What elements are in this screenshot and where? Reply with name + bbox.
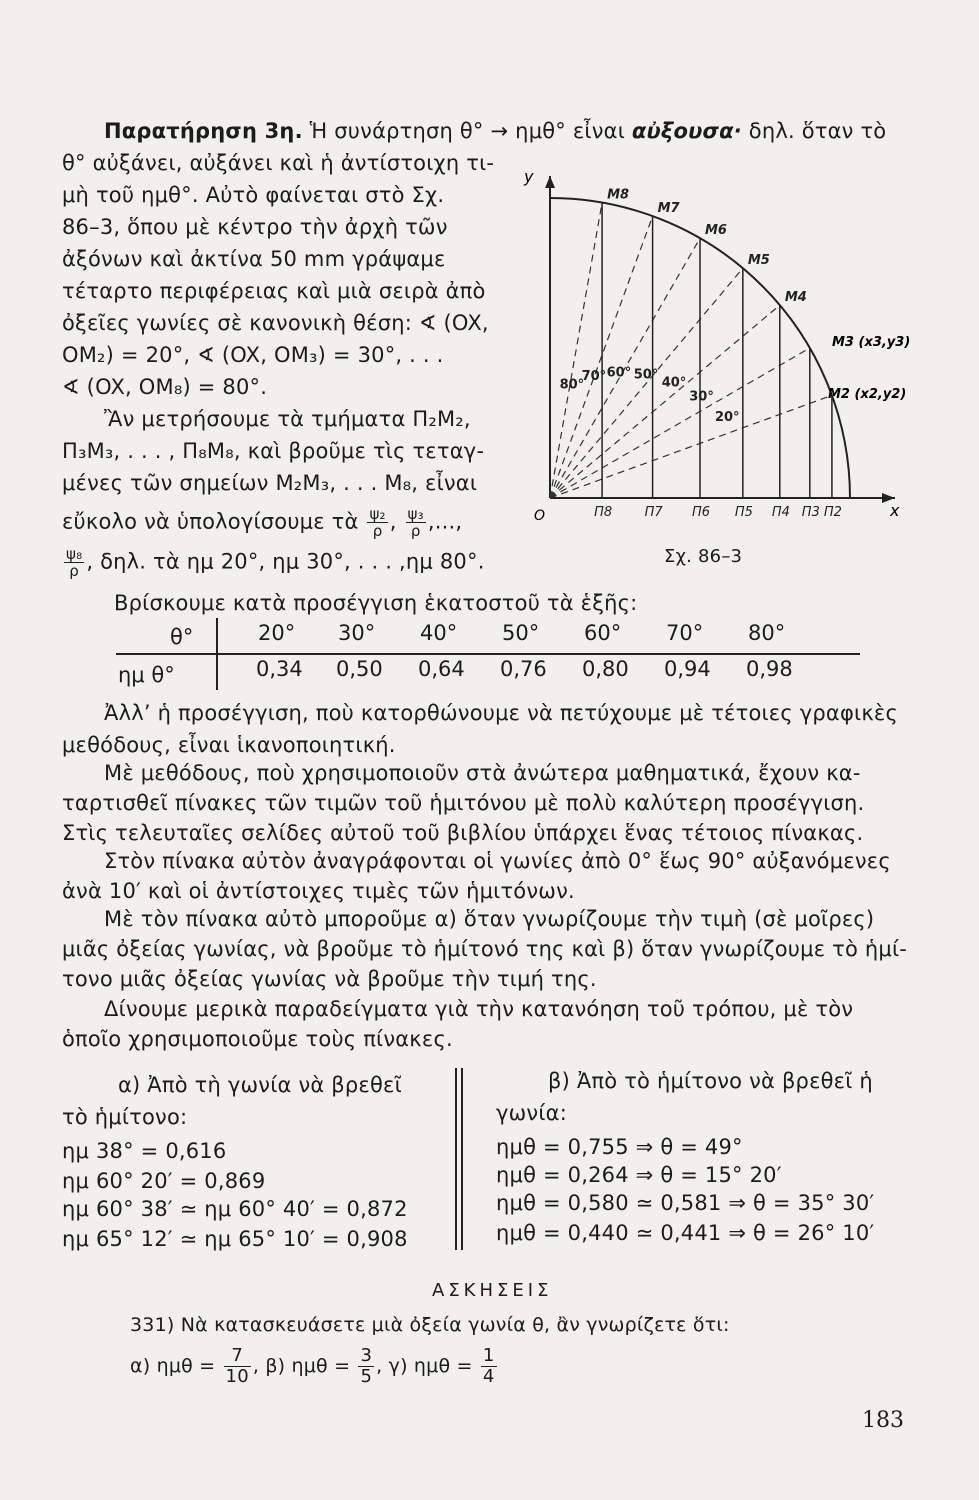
table-value-cell: 0,98 bbox=[746, 657, 793, 681]
table-value-cell: 0,34 bbox=[256, 657, 303, 681]
examples-left-title: α) Ἀπὸ τὴ γωνία νὰ βρεθεῖ bbox=[118, 1073, 402, 1097]
text: εὔκολο νὰ ὑπολογίσουμε τὰ bbox=[62, 509, 359, 534]
paragraph-line: Στὸν πίνακα αὐτὸν ἀναγράφονται οἱ γωνίες ἀπὸ 0° ἕως 90° αὐξανόμενες bbox=[104, 849, 891, 873]
column-divider bbox=[455, 1068, 457, 1250]
angle-label: 70° bbox=[581, 369, 607, 385]
foot-label: Π4 bbox=[771, 505, 790, 520]
point-label: M5 bbox=[747, 253, 770, 269]
example-right: ημθ = 0,440 ≃ 0,441 ⇒ θ = 26° 10′ bbox=[496, 1221, 875, 1245]
exercises-heading: ΑΣΚΗΣΕΙΣ bbox=[432, 1280, 553, 1301]
paragraph-line: Μὲ τὸν πίνακα αὐτὸ μποροῦμε α) ὅταν γνωρίζουμε τὴν τιμὴ (σὲ μοῖρες) bbox=[104, 907, 875, 931]
example-right: ημθ = 0,580 ≃ 0,581 ⇒ θ = 35° 30′ bbox=[496, 1191, 875, 1215]
table-degree-cell: 60° bbox=[584, 621, 622, 645]
part-b-label: , β) ημθ = bbox=[252, 1355, 351, 1377]
paragraph-line: Στὶς τελευταῖες σελίδες αὐτοῦ τοῦ βιβλίου ὑπάρχει ἕνας τέτοιος πίνακας. bbox=[62, 821, 864, 845]
paragraph-line: τονο μιᾶς ὀξείας γωνίας νὰ βροῦμε τὴν τιμή της. bbox=[62, 967, 597, 991]
example-left: ημ 38° = 0,616 bbox=[62, 1139, 227, 1163]
paragraph-line: μεθόδους, εἶναι ἱκανοποιητική. bbox=[62, 733, 396, 757]
numerator: 3 bbox=[360, 1345, 373, 1366]
foot-label: Π6 bbox=[692, 505, 711, 520]
table-row1-label: θ° bbox=[170, 625, 194, 649]
example-right: ημθ = 0,264 ⇒ θ = 15° 20′ bbox=[496, 1163, 782, 1187]
fraction bbox=[367, 506, 387, 539]
observation-heading: Παρατήρηση 3η. bbox=[104, 119, 303, 143]
y-axis-arrow bbox=[545, 176, 555, 188]
example-right: ημθ = 0,755 ⇒ θ = 49° bbox=[496, 1135, 743, 1159]
examples-right-title: β) Ἀπὸ τὸ ἡμίτονο νὰ βρεθεῖ ἡ bbox=[548, 1069, 873, 1093]
table-degree-cell: 30° bbox=[338, 621, 376, 645]
intro-line: τέταρτο περιφέρειας καὶ μιὰ σειρὰ ἀπὸ bbox=[62, 279, 486, 303]
numerator: ψ₃ bbox=[407, 505, 424, 523]
x-axis-label: x bbox=[890, 501, 900, 520]
table-degree-cell: 70° bbox=[666, 621, 704, 645]
figure-caption: Σχ. 86–3 bbox=[664, 546, 743, 567]
table-value-cell: 0,64 bbox=[418, 657, 465, 681]
intro-line: μὴ τοῦ ημθ°. Αὐτὸ φαίνεται στὸ Σχ. bbox=[62, 183, 445, 207]
angle-label: 80° bbox=[559, 377, 585, 393]
y-axis-label: y bbox=[524, 168, 534, 186]
fraction-c bbox=[481, 1346, 497, 1387]
fraction-b bbox=[358, 1346, 374, 1387]
origin-label: O bbox=[534, 508, 546, 524]
table-value-cell: 0,94 bbox=[664, 657, 711, 681]
m3-coord-label: M3 (x3,y3) bbox=[832, 335, 910, 350]
paragraph-line: μιᾶς ὀξείας γωνίας, νὰ βροῦμε τὸ ἡμίτονό της καὶ β) ὅταν γνωρίζουμε τὸ ἡμί- bbox=[62, 937, 908, 961]
intro-line: 86–3, ὅπου μὲ κέντρο τὴν ἀρχὴ τῶν bbox=[62, 215, 448, 239]
foot-label: Π2 bbox=[823, 505, 842, 520]
text: δηλ. ὅταν τὸ bbox=[748, 119, 887, 143]
table-value-cell: 0,50 bbox=[336, 657, 383, 681]
foot-label: Π7 bbox=[644, 505, 663, 520]
foot-label: Π3 bbox=[801, 505, 820, 520]
table-horizontal-rule bbox=[116, 653, 860, 655]
point-label: M8 bbox=[607, 187, 630, 203]
table-degree-cell: 50° bbox=[502, 621, 540, 645]
intro-line: Π₃M₃, . . . , Π₈M₈, καὶ βροῦμε τὶς τεταγ- bbox=[62, 439, 485, 463]
intro-line-fractions bbox=[62, 546, 485, 579]
denominator: 4 bbox=[482, 1366, 495, 1387]
paragraph-line: Ἀλλ’ ἡ προσέγγιση, ποὺ κατορθώνουμε νὰ πετύχουμε μὲ τέτοιες γραφικὲς bbox=[104, 701, 898, 725]
approx-line: Βρίσκουμε κατὰ προσέγγιση ἑκατοστοῦ τὰ ἑξῆς: bbox=[114, 591, 638, 615]
denominator: ρ bbox=[372, 522, 383, 540]
intro-line: θ° αὐξάνει, αὐξάνει καὶ ἡ ἀντίστοιχη τι- bbox=[62, 151, 495, 175]
intro-line: ὀξεῖες γωνίες σὲ κανονικὴ θέση: ∢ (OX, bbox=[62, 311, 489, 335]
observation-line-1 bbox=[104, 118, 886, 144]
angle-label: 60° bbox=[606, 365, 632, 381]
foot-label: Π8 bbox=[594, 505, 613, 520]
text: Ἡ συνάρτηση θ° → ημθ° εἶναι bbox=[309, 119, 626, 143]
angle-label: 30° bbox=[689, 389, 714, 405]
part-c-label: , γ) ημθ = bbox=[376, 1355, 473, 1377]
foot-label: Π5 bbox=[734, 505, 753, 520]
denominator: ρ bbox=[410, 522, 421, 540]
text: ,..., bbox=[427, 509, 463, 534]
point-label: M4 bbox=[784, 290, 807, 306]
point-label: M6 bbox=[705, 223, 727, 239]
denominator: 10 bbox=[225, 1366, 249, 1387]
numerator: ψ₂ bbox=[369, 505, 386, 523]
figure-86-3 bbox=[520, 168, 910, 568]
table-degree-cell: 20° bbox=[258, 621, 296, 645]
numerator: ψ₈ bbox=[66, 545, 83, 563]
page-number: 183 bbox=[862, 1408, 904, 1433]
intro-line: ἀξόνων καὶ ἀκτίνα 50 mm γράψαμε bbox=[62, 247, 446, 271]
intro-line: OM₂) = 20°, ∢ (OX, OM₃) = 30°, . . . bbox=[62, 343, 444, 367]
exercise-331-parts bbox=[130, 1346, 499, 1387]
intro-line: Ἂν μετρήσουμε τὰ τμήματα Π₂M₂, bbox=[104, 407, 471, 431]
angle-label: 40° bbox=[661, 375, 687, 391]
table-vertical-rule bbox=[216, 618, 218, 690]
paragraph-line: Δίνουμε μερικὰ παραδείγματα γιὰ τὴν κατανόηση τοῦ τρόπου, μὲ τὸν bbox=[104, 997, 854, 1021]
exercise-331: 331) Νὰ κατασκευάσετε μιὰ ὀξεία γωνία θ, ἂν γνωρίζετε ὅτι: bbox=[130, 1314, 730, 1336]
numerator: 7 bbox=[224, 1346, 251, 1367]
column-divider bbox=[461, 1068, 463, 1250]
point-label: M7 bbox=[657, 201, 680, 217]
denominator: ρ bbox=[69, 562, 80, 580]
table-degree-cell: 40° bbox=[420, 621, 458, 645]
fraction bbox=[406, 506, 426, 539]
m2-coord-label: M2 (x2,y2) bbox=[828, 387, 907, 402]
example-left: ημ 60° 20′ = 0,869 bbox=[62, 1169, 266, 1193]
example-left: ημ 60° 38′ ≃ ημ 60° 40′ = 0,872 bbox=[62, 1197, 408, 1221]
emphasis: αὐξουσα· bbox=[631, 119, 742, 143]
paragraph-line: ἀνὰ 10′ καὶ οἱ ἀντίστοιχες τιμὲς τῶν ἡμιτόνων. bbox=[62, 879, 575, 903]
numerator: 1 bbox=[482, 1345, 495, 1366]
examples-right-title: γωνία: bbox=[496, 1101, 567, 1125]
part-a-label: α) ημθ = bbox=[130, 1355, 216, 1377]
fraction-a bbox=[224, 1346, 251, 1387]
examples-left-title: τὸ ἡμίτονο: bbox=[62, 1105, 188, 1129]
intro-line: ∢ (OX, OM₈) = 80°. bbox=[62, 375, 268, 399]
table-row2-label: ημ θ° bbox=[118, 663, 175, 687]
paragraph-line: ταρτισθεῖ πίνακες τῶν τιμῶν τοῦ ἡμιτόνου μὲ πολὺ καλύτερη προσέγγιση. bbox=[62, 791, 865, 815]
intro-line: μένες τῶν σημείων M₂M₃, . . . M₈, εἶναι bbox=[62, 471, 478, 495]
paragraph-line: ὁποῖο χρησιμοποιοῦμε τοὺς πίνακες. bbox=[62, 1027, 453, 1051]
table-value-cell: 0,80 bbox=[582, 657, 629, 681]
denominator: 5 bbox=[360, 1366, 373, 1387]
example-left: ημ 65° 12′ ≃ ημ 65° 10′ = 0,908 bbox=[62, 1227, 408, 1251]
angle-label: 20° bbox=[714, 410, 740, 426]
angle-label: 50° bbox=[633, 367, 659, 383]
fraction bbox=[64, 546, 84, 579]
table-degree-cell: 80° bbox=[748, 621, 786, 645]
table-value-cell: 0,76 bbox=[500, 657, 547, 681]
text: , δηλ. τὰ ημ 20°, ημ 30°, . . . ,ημ 80°. bbox=[86, 549, 485, 574]
intro-line-fractions: εὔκολο νὰ ὑπολογίσουμε τὰ $\frac{\text{ψ₂}}{\rho}$ , $\frac{\text{ψ₃}}{\rho}$ ,..., bbox=[62, 505, 463, 540]
paragraph-line: Μὲ μεθόδους, ποὺ χρησιμοποιοῦν στὰ ἀνώτερα μαθηματικά, ἔχουν κα- bbox=[104, 761, 861, 785]
